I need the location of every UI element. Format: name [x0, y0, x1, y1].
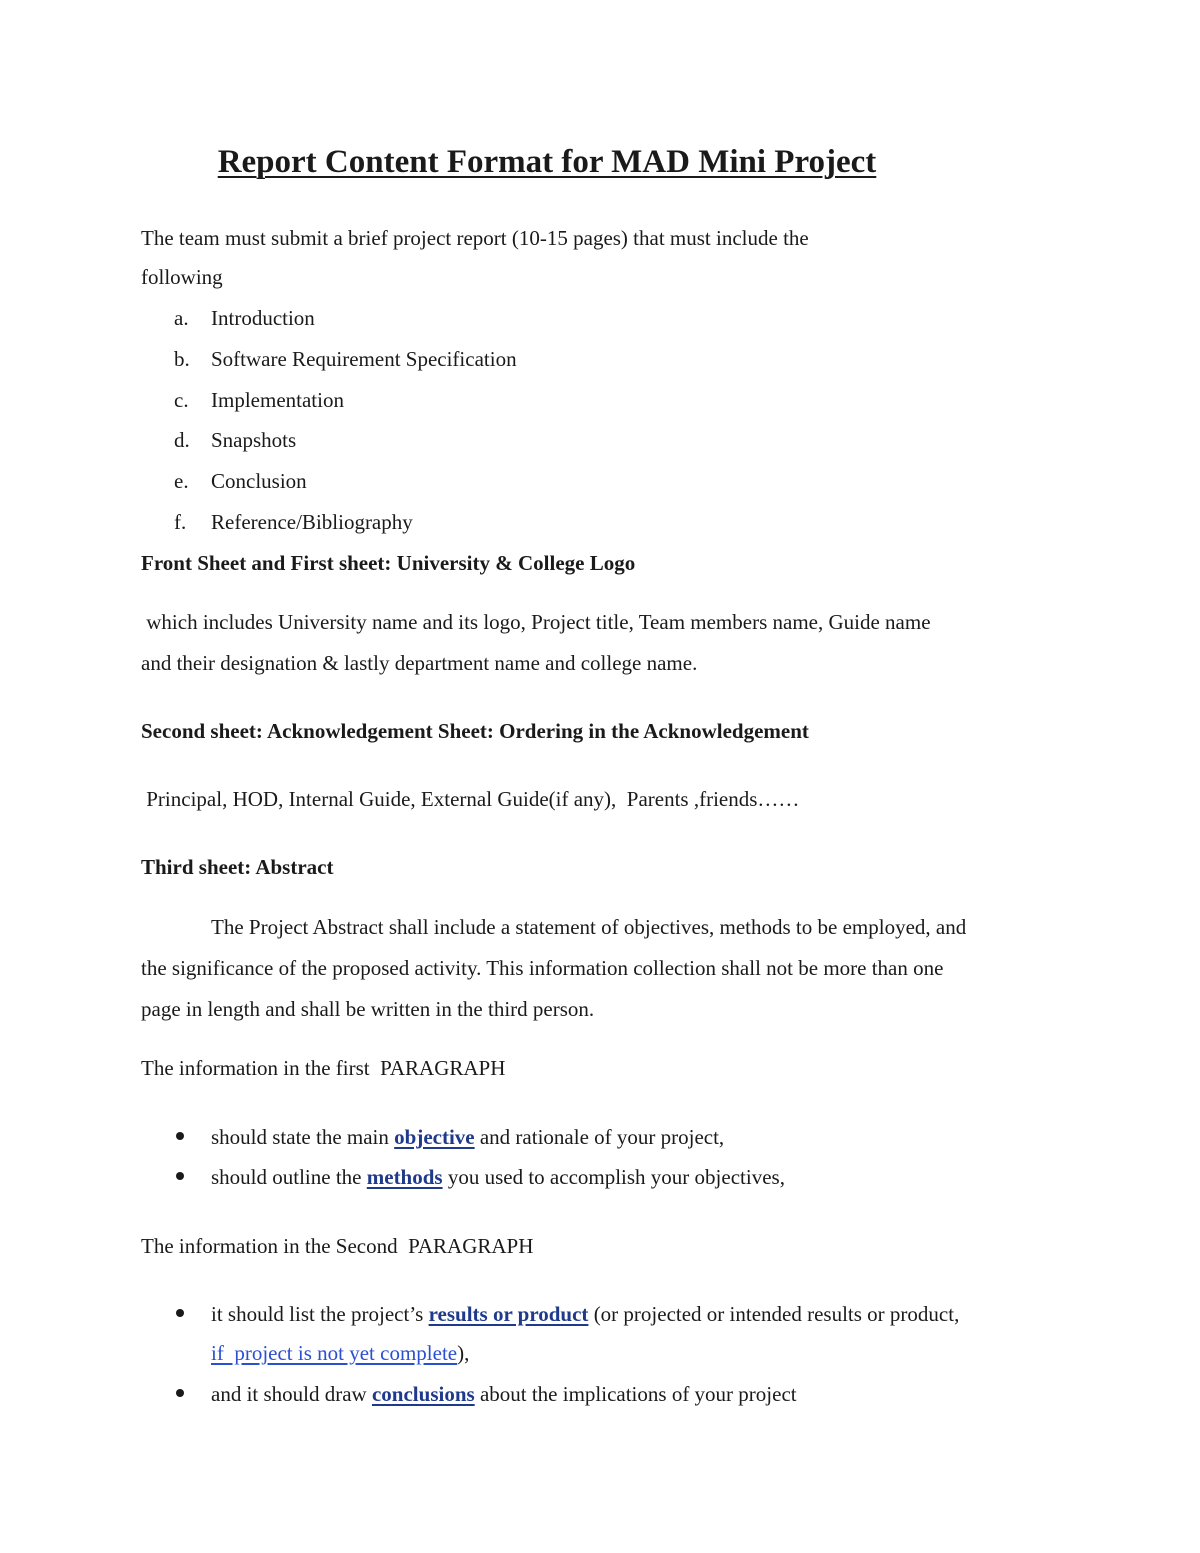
front-sheet-line-2: and their designation & lastly department name and college name.: [141, 651, 698, 675]
intro-line-1: The team must submit a brief project report (10-15 pages) that must include the: [141, 226, 809, 250]
list-marker: a.: [174, 306, 189, 330]
second-paragraph-heading: The information in the Second PARAGRAPH: [141, 1234, 534, 1258]
abstract-line-2: the significance of the proposed activity. This information collection shall not be more than one: [141, 956, 944, 980]
list-item-srs: Software Requirement Specification: [211, 347, 517, 371]
list-item-reference: Reference/Bibliography: [211, 510, 413, 534]
second-sheet-heading: Second sheet: Acknowledgement Sheet: Ordering in the Acknowledgement: [141, 719, 809, 743]
second-paragraph-bullet-2: [211, 1381, 797, 1407]
bullet-icon: [176, 1132, 184, 1140]
bullet-icon: [176, 1389, 184, 1397]
bullet-text: it should list the project’s: [211, 1302, 429, 1326]
list-marker: e.: [174, 469, 189, 493]
second-paragraph-bullet-1: [211, 1301, 959, 1327]
bullet-text: (or projected or intended results or product,: [588, 1302, 960, 1326]
intro-line-2: following: [141, 265, 223, 289]
list-item-snapshots: Snapshots: [211, 428, 297, 452]
second-sheet-line-1: Principal, HOD, Internal Guide, External Guide(if any), Parents ,friends……: [141, 787, 800, 811]
list-marker: d.: [174, 428, 190, 452]
list-marker: f.: [174, 510, 187, 534]
bullet-text: should state the main: [211, 1125, 395, 1149]
front-sheet-heading: Front Sheet and First sheet: University & College Logo: [141, 551, 636, 575]
second-paragraph-bullet-1-continuation: [211, 1340, 469, 1366]
keyword-methods: methods: [366, 1165, 443, 1189]
first-paragraph-bullet-1: [211, 1124, 724, 1150]
bullet-text: about the implications of your project: [474, 1382, 797, 1406]
bullet-text: you used to accomplish your objectives,: [442, 1165, 785, 1189]
bullet-text: ),: [457, 1341, 470, 1365]
front-sheet-line-1: which includes University name and its logo, Project title, Team members name, Guide name: [141, 610, 931, 634]
keyword-conclusions: conclusions: [371, 1382, 475, 1406]
list-marker: c.: [174, 388, 189, 412]
first-paragraph-bullet-2: [211, 1164, 785, 1190]
bullet-text: and rationale of your project,: [474, 1125, 725, 1149]
bullet-text: and it should draw: [211, 1382, 372, 1406]
keyword-results-or-product: results or product: [428, 1302, 589, 1326]
list-item-introduction: Introduction: [211, 306, 315, 330]
abstract-line-1: The Project Abstract shall include a statement of objectives, methods to be employed, and: [211, 915, 967, 939]
list-marker: b.: [174, 347, 190, 371]
bullet-text: should outline the: [211, 1165, 367, 1189]
abstract-line-3: page in length and shall be written in the third person.: [141, 997, 595, 1021]
third-sheet-heading: Third sheet: Abstract: [141, 855, 334, 879]
bullet-icon: [176, 1172, 184, 1180]
bullet-icon: [176, 1309, 184, 1317]
incomplete-project-link[interactable]: if project is not yet complete: [211, 1341, 458, 1365]
list-item-conclusion: Conclusion: [211, 469, 307, 493]
page-title: Report Content Format for MAD Mini Project: [217, 144, 877, 180]
keyword-objective: objective: [394, 1125, 475, 1149]
first-paragraph-heading: The information in the first PARAGRAPH: [141, 1056, 506, 1080]
list-item-implementation: Implementation: [211, 388, 344, 412]
